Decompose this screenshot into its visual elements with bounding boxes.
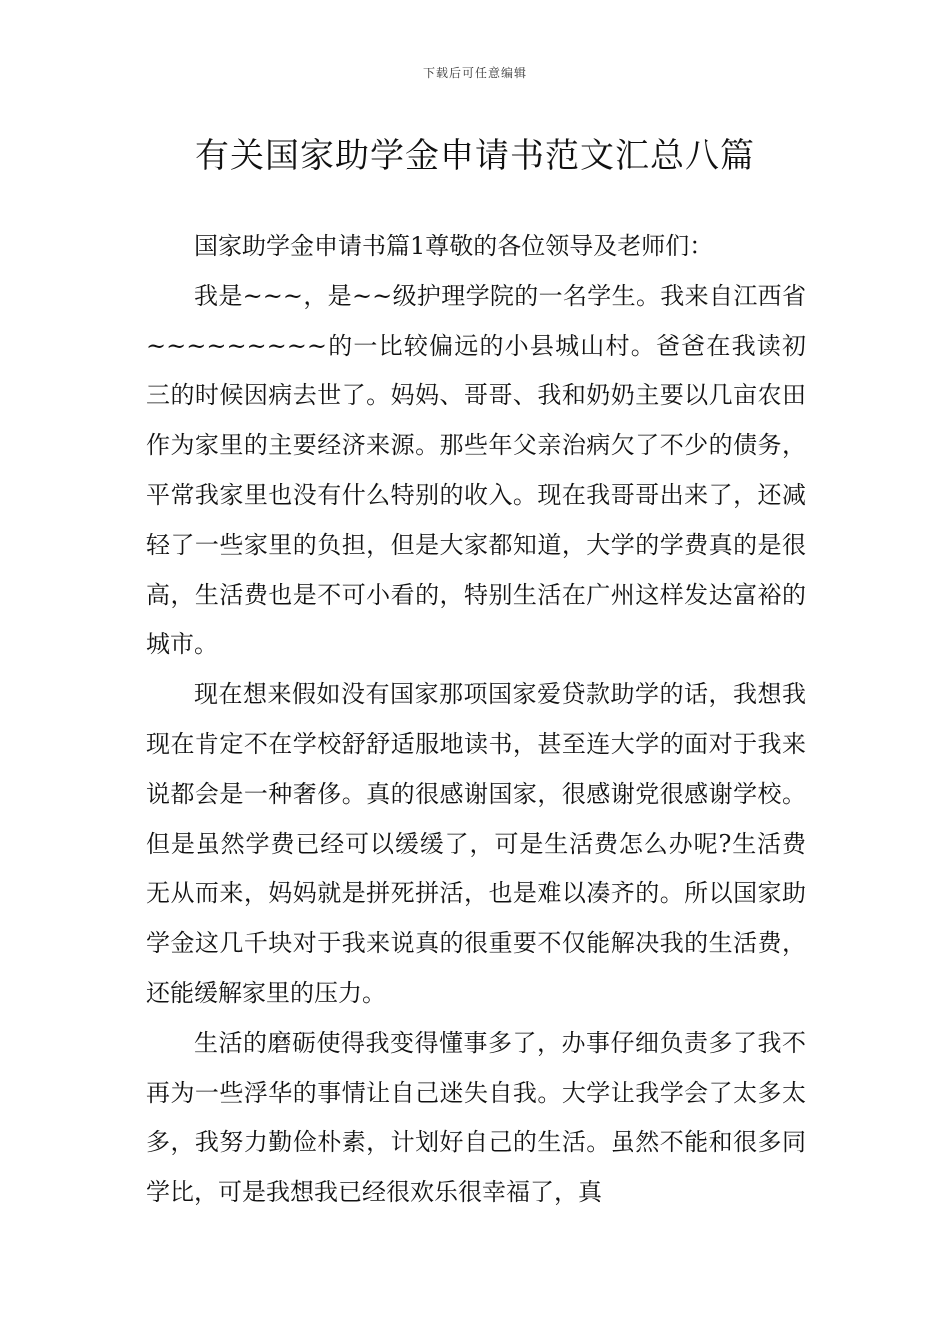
document-body [146, 222, 806, 1218]
paragraph-3: 现在想来假如没有国家那项国家爱贷款助学的话，我想我现在肯定不在学校舒舒适服地读书，甚至连大学的面对于我来说都会是一种奢侈。真的很感谢国家，很感谢党很感谢学校。但是虽然学费已经可以缓缓了，可是生活费怎么办呢?生活费无从而来，妈妈就是拼死拼活，也是难以凑齐的。所以国家助学金这几千块对于我来说真的很重要不仅能解决我的生活费，还能缓解家里的压力。 [146, 680, 806, 1007]
paragraph-1: 国家助学金申请书篇1尊敬的各位领导及老师们： [194, 232, 714, 260]
paragraph-2: 我是~~~，是~~级护理学院的一名学生。我来自江西省~~~~~~~~~的一比较偏远的小县城山村。爸爸在我读初三的时候因病去世了。妈妈、哥哥、我和奶奶主要以几亩农田作为家里的主要经济来源。那些年父亲治病欠了不少的债务，平常我家里也没有什么特别的收入。现在我哥哥出来了，还减轻了一些家里的负担，但是大家都知道，大学的学费真的是很高，生活费也是不可小看的，特别生活在广州这样发达富裕的城市。 [146, 281, 806, 659]
document-title: 有关国家助学金申请书范文汇总八篇 [195, 136, 755, 176]
paragraph-4: 生活的磨砺使得我变得懂事多了，办事仔细负责多了我不再为一些浮华的事情让自己迷失自我。大学让我学会了太多太多，我努力勤俭朴素，计划好自己的生活。虽然不能和很多同学比，可是我想我已经很欢乐很幸福了，真 [146, 1028, 806, 1207]
header-note: 下载后可任意编辑 [422, 66, 527, 80]
